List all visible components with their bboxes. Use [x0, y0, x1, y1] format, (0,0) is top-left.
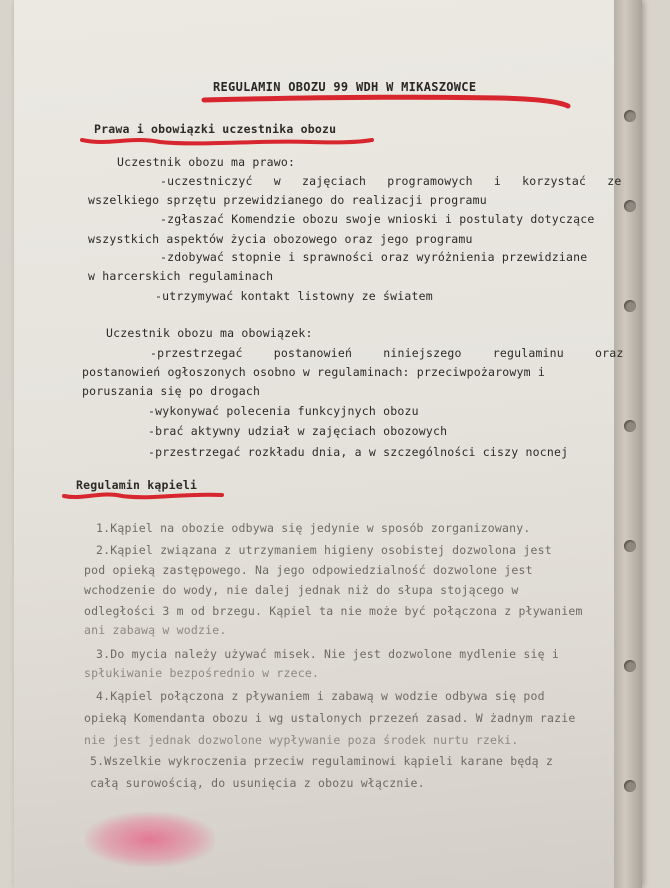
binder-hole	[624, 420, 636, 432]
bathing-line: 5.Wszelkie wykroczenia przeciw regulaminowi kąpieli karane będą z	[90, 754, 554, 768]
bathing-line: 4.Kąpiel połączona z pływaniem i zabawą w wodzie odbywa się pod	[96, 689, 545, 703]
rights-line: w harcerskich regulaminach	[88, 269, 274, 283]
rights-line: -uczestniczyć w zajęciach programowych i korzystać ze	[160, 174, 622, 188]
duties-intro: Uczestnik obozu ma obowiązek:	[106, 326, 313, 340]
bathing-line: całą surowością, do usunięcia z obozu włącznie.	[90, 776, 425, 790]
bathing-line: pod opieką zastępowego. Na jego odpowiedzialność dozwolone jest	[84, 563, 533, 577]
section-heading-bathing: Regulamin kąpieli	[76, 478, 198, 492]
binder-hole	[624, 780, 636, 792]
duties-line: -wykonywać polecenia funkcyjnych obozu	[148, 404, 419, 418]
title-red-underline	[200, 92, 580, 112]
duties-line: -przestrzegać rozkładu dnia, a w szczególności ciszy nocnej	[148, 445, 569, 459]
duties-line: -przestrzegać postanowień niniejszego regulaminu oraz	[150, 346, 624, 360]
binder-edge	[614, 0, 642, 888]
section-red-underline	[80, 134, 380, 150]
bathing-line: odległości 3 m od brzegu. Kąpiel ta nie może być połączona z pływaniem	[84, 604, 583, 618]
section-red-underline	[62, 488, 232, 504]
duties-line: postanowień ogłoszonych osobno w regulaminach: przeciwpożarowym i	[82, 365, 546, 379]
bathing-line: ani zabawą w wodzie.	[84, 623, 227, 637]
bathing-line: opieką Komendanta obozu i wg ustalonych przezeń zasad. W żadnym razie	[84, 711, 576, 725]
pink-stain	[85, 812, 215, 867]
rights-line: wszelkiego sprzętu przewidzianego do realizacji programu	[88, 193, 487, 207]
duties-line: -brać aktywny udział w zajęciach obozowych	[148, 424, 448, 438]
rights-intro: Uczestnik obozu ma prawo:	[117, 155, 296, 169]
rights-line: -zgłaszać Komendzie obozu swoje wnioski i postulaty dotyczące	[160, 212, 595, 226]
bathing-line: spłukiwanie bezpośrednio w rzece.	[84, 666, 320, 680]
bathing-line: 2.Kąpiel związana z utrzymaniem higieny osobistej dozwolona jest	[96, 543, 552, 557]
binder-hole	[624, 300, 636, 312]
binder-hole	[624, 540, 636, 552]
bathing-line: wchodzenie do wody, nie dalej jednak niż do słupa stojącego w	[84, 583, 519, 597]
section-heading-rights: Prawa i obowiązki uczestnika obozu	[94, 122, 337, 136]
rights-line: -zdobywać stopnie i sprawności oraz wyróżnienia przewidziane	[160, 250, 588, 264]
rights-line: -utrzymywać kontakt listowny ze światem	[155, 289, 433, 303]
bathing-line: nie jest jednak dozwolone wypływanie poza środek nurtu rzeki.	[84, 733, 519, 747]
page-title: REGULAMIN OBOZU 99 WDH W MIKASZOWCE	[213, 80, 477, 94]
rights-line: wszystkich aspektów życia obozowego oraz jego programu	[88, 232, 473, 246]
binder-hole	[624, 660, 636, 672]
bathing-line: 1.Kąpiel na obozie odbywa się jedynie w sposób zorganizowany.	[96, 521, 531, 535]
bathing-line: 3.Do mycia należy używać misek. Nie jest dozwolone mydlenie się i	[96, 647, 560, 661]
binder-hole	[624, 200, 636, 212]
duties-line: poruszania się po drogach	[82, 384, 261, 398]
binder-hole	[624, 110, 636, 122]
